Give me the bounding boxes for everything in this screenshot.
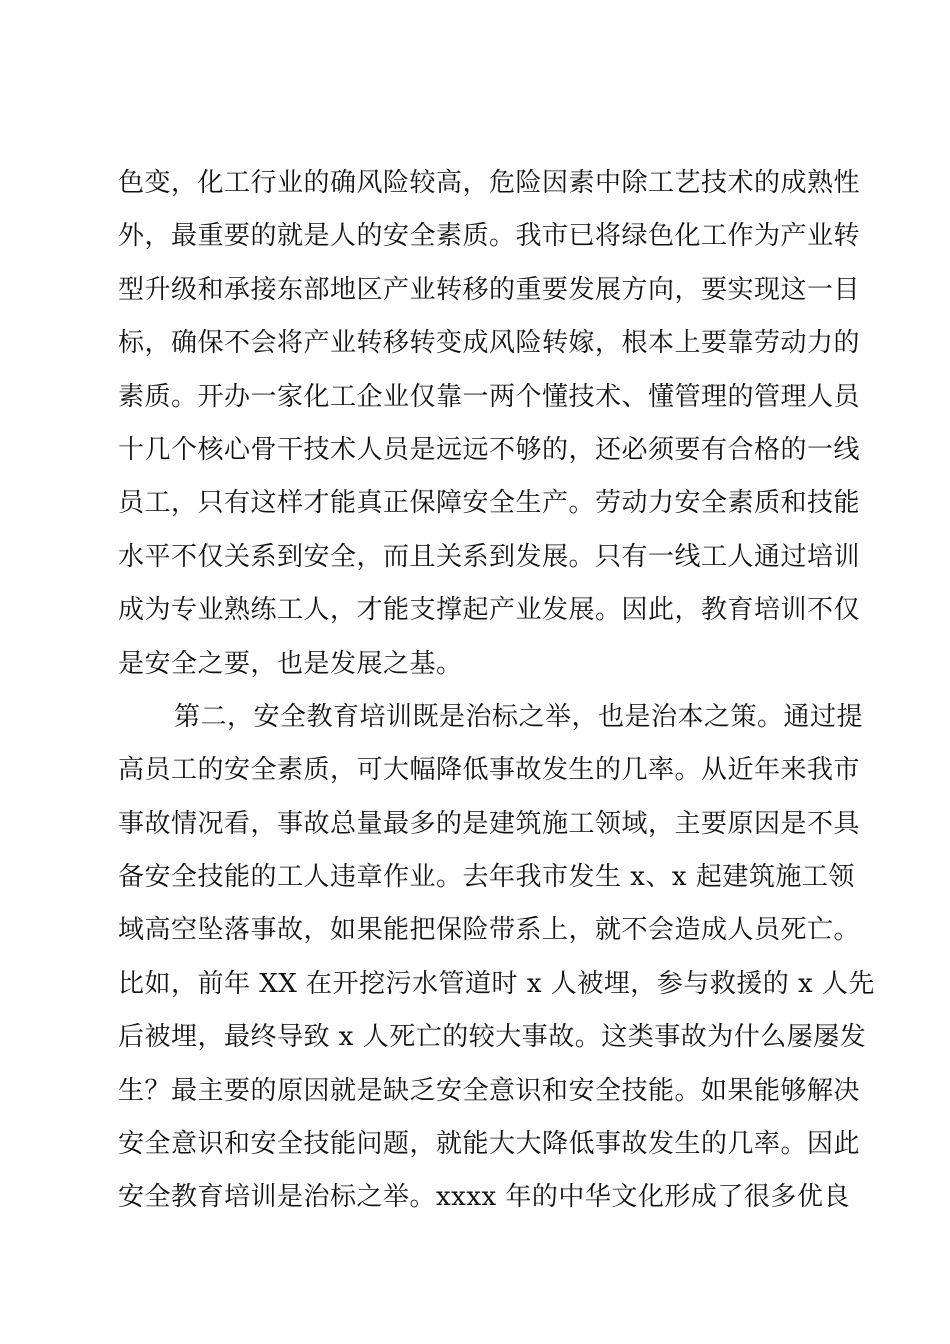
paragraph-line: 生？最主要的原因就是缺乏安全意识和安全技能。如果能够解决	[118, 1075, 861, 1106]
paragraph-line: 比如，前年 XX 在开挖污水管道时 x 人被埋，参与救援的 x 人先	[118, 968, 875, 999]
paragraph-line: 素质。开办一家化工企业仅靠一两个懂技术、懂管理的管理人员	[118, 381, 861, 412]
paragraph-line: 高员工的安全素质，可大幅降低事故发生的几率。从近年来我市	[118, 755, 861, 786]
paragraph-line: 安全意识和安全技能问题，就能大大降低事故发生的几率。因此	[118, 1129, 861, 1160]
paragraph-line: 员工，只有这样才能真正保障安全生产。劳动力安全素质和技能	[118, 488, 861, 519]
paragraph-line: 是安全之要，也是发展之基。	[118, 648, 463, 679]
document-body	[118, 157, 875, 1225]
paragraph-line: 成为专业熟练工人，才能支撑起产业发展。因此，教育培训不仅	[118, 595, 861, 626]
paragraph-2	[118, 691, 875, 1225]
paragraph-line: 水平不仅关系到安全，而且关系到发展。只有一线工人通过培训	[118, 541, 861, 572]
paragraph-1	[118, 157, 861, 691]
paragraph-line: 十几个核心骨干技术人员是远远不够的，还必须要有合格的一线	[118, 434, 861, 465]
paragraph-line: 标，确保不会将产业转移转变成风险转嫁，根本上要靠劳动力的	[118, 328, 861, 359]
paragraph-line: 域高空坠落事故，如果能把保险带系上，就不会造成人员死亡。	[118, 915, 861, 946]
paragraph-line: 色变，化工行业的确风险较高，危险因素中除工艺技术的成熟性	[118, 168, 861, 198]
paragraph-line: 备安全技能的工人违章作业。去年我市发生 x、x 起建筑施工领	[118, 862, 855, 893]
paragraph-line: 事故情况看，事故总量最多的是建筑施工领域，主要原因是不具	[118, 808, 861, 839]
paragraph-line: 后被埋，最终导致 x 人死亡的较大事故。这类事故为什么屡屡发	[118, 1022, 867, 1053]
paragraph-line: 第二，安全教育培训既是治标之举，也是治本之策。通过提	[174, 701, 864, 732]
paragraph-line: 外，最重要的就是人的安全素质。我市已将绿色化工作为产业转	[118, 221, 861, 252]
paragraph-line: 安全教育培训是治标之举。xxxx 年的中华文化形成了很多优良	[118, 1182, 850, 1213]
paragraph-line: 型升级和承接东部地区产业转移的重要发展方向，要实现这一目	[118, 274, 861, 305]
